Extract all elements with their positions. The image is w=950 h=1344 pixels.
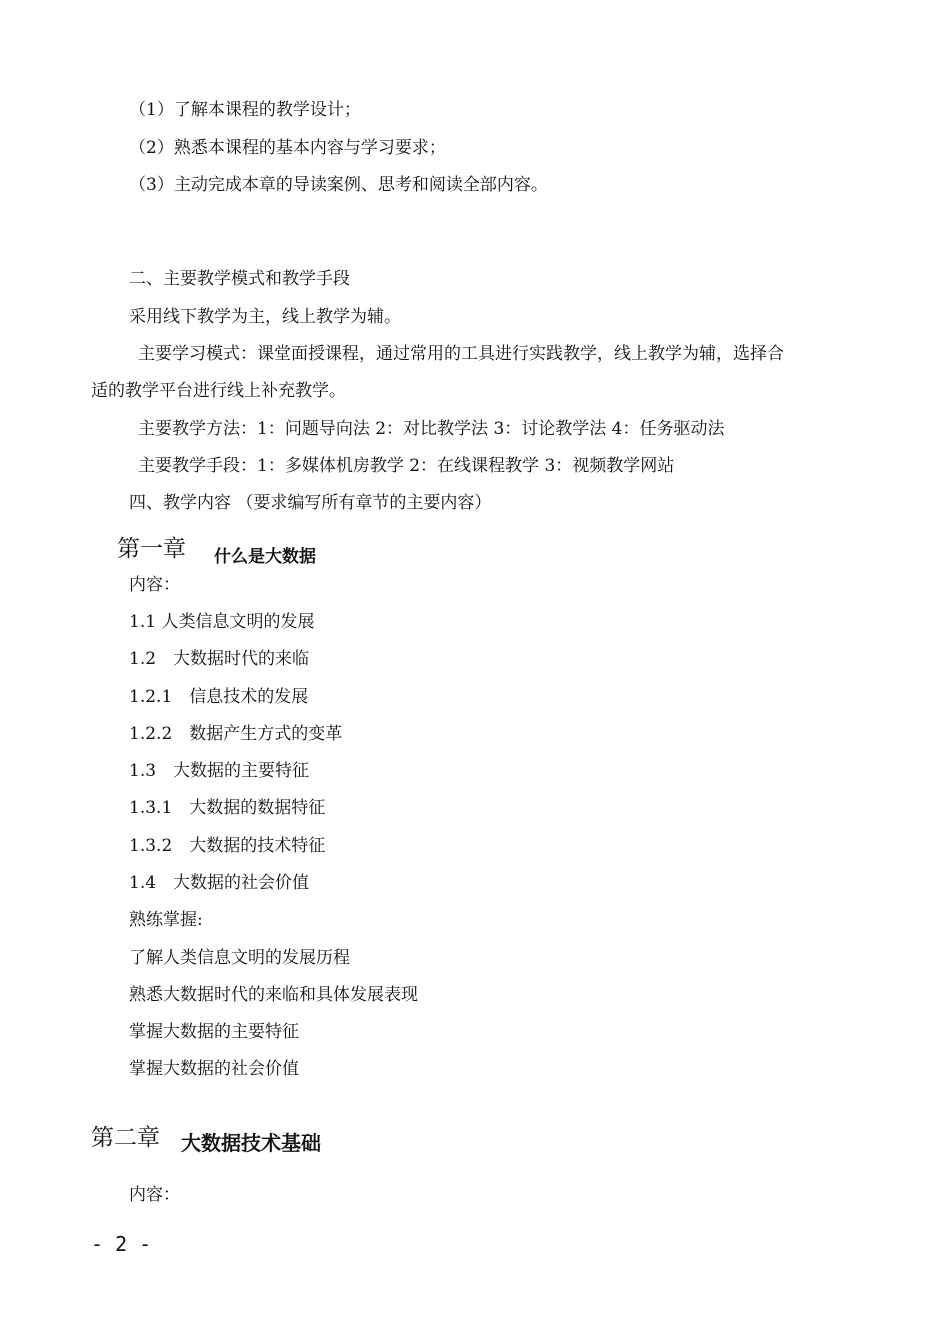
chapter2-title: 大数据技术基础 [181, 1131, 321, 1155]
chapter1-master-label: 熟练掌握: [129, 910, 203, 930]
chapter1-master-item: 熟悉大数据时代的来临和具体发展表现 [129, 985, 418, 1005]
teaching-means-text: 主要教学手段：1：多媒体机房教学 2：在线课程教学 3：视频教学网站 [138, 456, 675, 476]
section4-heading: 四、教学内容 （要求编写所有章节的主要内容） [129, 493, 492, 513]
teaching-mode-text: 采用线下教学为主，线上教学为辅。 [129, 307, 401, 327]
goal-item-2: （2）熟悉本课程的基本内容与学习要求； [129, 138, 446, 158]
chapter1-outline-item: 1.3 大数据的主要特征 [129, 761, 310, 781]
chapter1-master-item: 掌握大数据的主要特征 [129, 1022, 299, 1042]
chapter1-master-item: 掌握大数据的社会价值 [129, 1059, 299, 1079]
goal-item-1: （1）了解本课程的教学设计； [129, 100, 361, 120]
chapter2-content-label: 内容： [129, 1185, 180, 1205]
chapter1-label: 第一章 [117, 536, 186, 562]
chapter1-content-label: 内容： [129, 575, 180, 595]
chapter1-outline-item: 1.2 大数据时代的来临 [129, 649, 310, 669]
chapter1-outline-item: 1.3.1 大数据的数据特征 [129, 798, 326, 818]
chapter1-outline-item: 1.3.2 大数据的技术特征 [129, 836, 326, 856]
teaching-methods-text: 主要教学方法：1：问题导向法 2：对比教学法 3：讨论教学法 4：任务驱动法 [138, 419, 725, 439]
chapter1-outline-item: 1.4 大数据的社会价值 [129, 873, 310, 893]
chapter1-outline-item: 1.1 人类信息文明的发展 [129, 612, 315, 632]
learning-mode-line1: 主要学习模式：课堂面授课程，通过常用的工具进行实践教学，线上教学为辅，选择合 [138, 344, 784, 364]
chapter1-title: 什么是大数据 [214, 547, 316, 567]
chapter1-master-item: 了解人类信息文明的发展历程 [129, 948, 350, 968]
chapter1-outline-item: 1.2.1 信息技术的发展 [129, 687, 309, 707]
learning-mode-line2: 适的教学平台进行线上补充教学。 [91, 381, 346, 401]
goal-item-3: （3）主动完成本章的导读案例、思考和阅读全部内容。 [129, 175, 548, 195]
chapter1-outline-item: 1.2.2 数据产生方式的变革 [129, 724, 343, 744]
chapter2-label: 第二章 [91, 1125, 160, 1151]
page-number: - 2 - [91, 1232, 152, 1256]
section2-heading: 二、主要教学模式和教学手段 [129, 269, 350, 289]
